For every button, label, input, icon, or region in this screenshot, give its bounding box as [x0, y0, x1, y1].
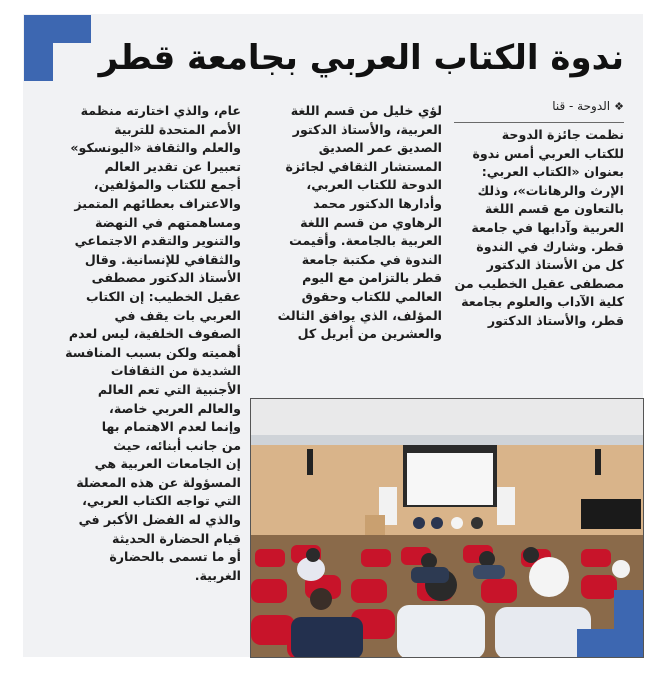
corner-accent-bar-vertical: [614, 590, 643, 657]
photo-tv: [581, 499, 641, 529]
article-line: بالتعاون مع قسم اللغة: [484, 201, 624, 217]
article-line: والعالم العربي خاصة،: [109, 400, 241, 416]
article-line: عقيل الخطيب: إن الكتاب: [85, 288, 241, 304]
article-line: قيام الحضارة الحديثة: [112, 530, 241, 546]
article-line: العربي بات يقف في: [114, 307, 241, 323]
article-line: والتنوير والتقدم الاجتماعي: [74, 233, 241, 249]
article-line: الغربية.: [194, 567, 241, 583]
article-line: العربية، والأستاذ الدكتور: [292, 121, 442, 137]
article-line: أو ما تسمى بالحضارة: [109, 549, 241, 565]
photo-banner-right: [497, 487, 515, 525]
photo-panelist: [471, 517, 483, 529]
photo-panelist: [431, 517, 443, 529]
article-line: الصديق عمر الصديق: [318, 140, 442, 156]
article-line: الإرث والرهانات»، وذلك: [477, 182, 624, 198]
article-line: الدوحة للكتاب العربي،: [306, 177, 442, 193]
article-line: قطر. وشارك في الندوة: [476, 238, 624, 254]
column-right: [454, 126, 624, 331]
article-line: الرهاوي من قسم اللغة: [300, 214, 442, 230]
article-line: الصفوف الخلفية، ليس لعدم: [68, 326, 241, 342]
article-line: الأجنبية التي تعم العالم: [97, 381, 241, 397]
photo-panelist: [413, 517, 425, 529]
corner-accent-bar-vertical: [24, 15, 53, 81]
diamond-bullet-icon: ❖: [614, 100, 624, 113]
article-line: للكتاب العربي أمس ندوة: [472, 145, 624, 161]
photo-projection-screen: [407, 453, 493, 505]
article-line: وإنما لعدم الاهتمام بها: [101, 419, 241, 435]
dateline-rule: [454, 122, 624, 123]
article-line: بعنوان «الكتاب العربي:: [481, 164, 624, 180]
article-line: ومساهمتهم في النهضة: [95, 214, 241, 230]
article-line: والعشرين من أبريل كل: [297, 326, 442, 342]
article-line: الأستاذ الدكتور مصطفى: [91, 270, 241, 286]
article-line: المسؤولة عن هذه المعضلة: [76, 474, 241, 490]
photo-panelist: [451, 517, 463, 529]
article-line: الأمم المتحدة للتربية: [114, 121, 241, 137]
article-line: التي تواجه الكتاب العربي،: [82, 493, 241, 509]
dateline: [552, 99, 624, 113]
article-line: قطر بالتزامن مع اليوم: [302, 270, 442, 286]
article-line: الشديدة من الثقافات: [110, 363, 241, 379]
article-line: العربية وآدابها في جامعة: [471, 219, 624, 235]
article-line: المستشار الثقافي لجائزة: [285, 158, 442, 174]
column-left: [48, 102, 241, 585]
article-line: العالمي للكتاب وحقوق: [301, 288, 442, 304]
photo-ceiling: [251, 399, 644, 441]
article-line: كلية الآداب والعلوم بجامعة: [461, 294, 624, 310]
article-line: تعبيرا عن تقدير العالم: [104, 158, 241, 174]
article-line: والذي له الفضل الأكبر في: [78, 512, 241, 528]
article-line: قطر، والأستاذ الدكتور: [487, 312, 624, 328]
dateline-text: الدوحة - قنا: [552, 99, 611, 113]
article-line: أهميته ولكن بسبب المنافسة: [65, 344, 241, 360]
headline: ندوة الكتاب العربي بجامعة قطر: [98, 38, 624, 78]
article-line: والاعتراف بعطائهم المتميز: [74, 195, 241, 211]
article-line: عام، والذي اختارته منظمة: [80, 103, 241, 118]
article-line: لؤي خليل من قسم اللغة: [290, 103, 442, 118]
article-line: أجمع للكتاب والمؤلفين،: [93, 177, 241, 193]
article-line: من جانب أبنائه، حيث: [113, 437, 241, 453]
article-line: والعلم والثقافة «اليونسكو»: [70, 140, 241, 156]
photo-speaker-left: [307, 449, 313, 475]
photo-ceiling-edge: [251, 435, 644, 445]
article-line: والثقافي للإنسانية. وقال: [84, 251, 241, 267]
article-line: مصطفى عقيل الخطيب من: [454, 275, 624, 291]
corner-accent-bottom-right: [577, 590, 643, 657]
article-line: وأدارها الدكتور محمد: [313, 195, 442, 211]
corner-accent-top-left: [24, 15, 91, 81]
article-line: إن الجامعات العربية هي: [94, 456, 241, 472]
photo-speaker-right: [595, 449, 601, 475]
article-line: كل من الأستاذ الدكتور: [486, 257, 624, 273]
article-line: الندوة في مكتبة جامعة: [301, 251, 442, 267]
column-middle: [254, 102, 442, 344]
article-line: نظمت جائزة الدوحة: [501, 127, 624, 142]
article-line: المؤلف، الذي يوافق الثالث: [277, 307, 442, 323]
article-line: العربية بالجامعة. وأقيمت: [289, 233, 442, 249]
